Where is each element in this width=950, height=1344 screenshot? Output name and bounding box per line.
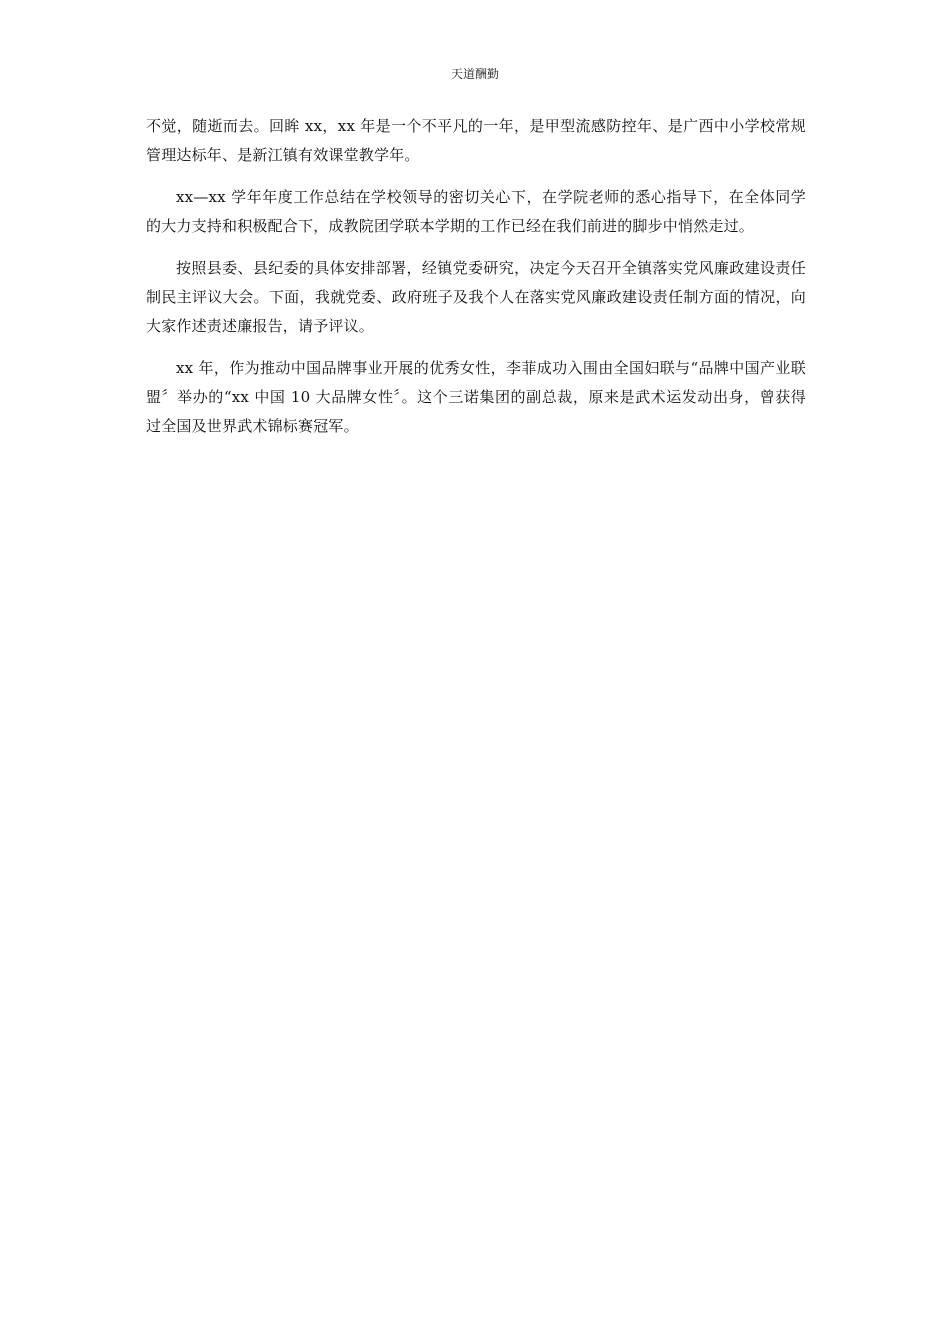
page-header: 天道酬勤 [450,67,499,81]
paragraph-1: 不觉，随逝而去。回眸 xx，xx 年是一个不平凡的一年，是甲型流感防控年、是广西中小学校常规管理达标年、是新江镇有效课堂教学年。 [146,117,806,164]
document-body [146,112,806,454]
paragraph-4: xx 年，作为推动中国品牌事业开展的优秀女性，李菲成功入围由全国妇联与“品牌中国产业联盟〞举办的“xx 中国 10 大品牌女性〞。这个三诺集团的副总裁，原来是武术运发动出身，曾获得过全国及世界武术锦标赛冠军。 [146,359,806,435]
paragraph-2: xx—xx 学年年度工作总结在学校领导的密切关心下，在学院老师的悉心指导下，在全体同学的大力支持和积极配合下，成教院团学联本学期的工作已经在我们前进的脚步中悄然走过。 [146,188,806,235]
paragraph-3: 按照县委、县纪委的具体安排部署，经镇党委研究，决定今天召开全镇落实党风廉政建设责任制民主评议大会。下面，我就党委、政府班子及我个人在落实党风廉政建设责任制方面的情况，向大家作述责述廉报告，请予评议。 [146,259,806,335]
